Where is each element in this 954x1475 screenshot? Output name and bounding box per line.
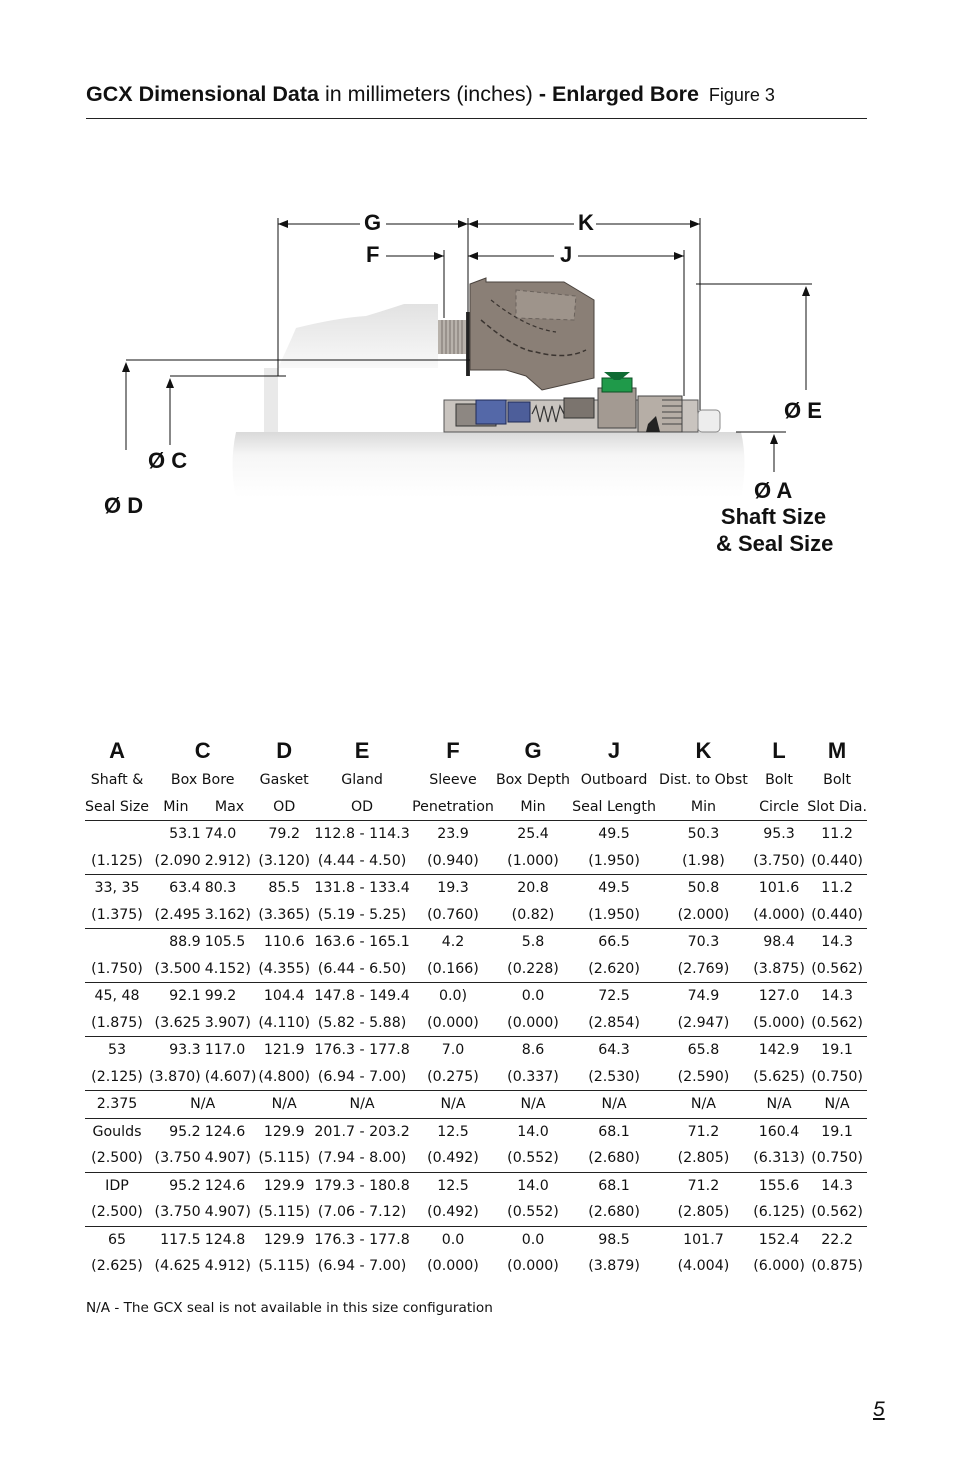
table-cell: 124.6	[204, 1123, 246, 1140]
table-cell: 11.2	[821, 826, 853, 843]
table-cell: Slot Dia.	[807, 794, 867, 821]
table-row	[85, 1253, 867, 1280]
table-cell: (6.94 - 7.00)	[317, 1258, 407, 1275]
table-cell: (0.760)	[412, 902, 494, 929]
table-cell: (0.228)	[494, 956, 572, 983]
table-cell: 19.1	[821, 1123, 853, 1140]
table-cell: 74.0	[204, 826, 237, 843]
table-cell: (2.620)	[572, 956, 656, 983]
table-cell: (0.82)	[494, 902, 572, 929]
title-main: GCX Dimensional Data	[86, 82, 319, 106]
table-cell: (3.875)	[751, 956, 807, 983]
dimension-table	[85, 736, 867, 1280]
table-cell: (0.000)	[427, 1258, 479, 1275]
table-cell: (2.680)	[572, 1145, 656, 1172]
table-cell: 2.912)	[203, 848, 257, 875]
table-cell: 33, 35	[94, 880, 140, 897]
table-cell: Seal Length	[572, 794, 656, 821]
table-row	[85, 902, 867, 929]
table-cell: 99.2	[204, 988, 237, 1005]
table-cell: 98.5	[598, 1231, 630, 1248]
table-cell: F	[446, 738, 460, 763]
table-cell: 4.2	[441, 934, 465, 951]
table-cell: Max	[203, 794, 257, 821]
table-cell: 8.6	[521, 1042, 545, 1059]
table-cell: (1.750)	[85, 956, 149, 983]
table-row	[85, 1037, 867, 1064]
table-cell: K	[695, 738, 712, 763]
table-cell: 117.0	[204, 1042, 246, 1059]
table-cell: 147.8 - 149.4	[314, 988, 410, 1005]
table-cell: (7.06 - 7.12)	[312, 1199, 412, 1226]
table-cell: 4.912)	[204, 1258, 251, 1275]
table-cell: M	[827, 738, 847, 763]
table-cell: 124.8	[204, 1231, 246, 1248]
table-cell: (5.000)	[751, 1010, 807, 1037]
table-cell: (4.004)	[677, 1258, 730, 1275]
title-units: in millimeters (inches)	[318, 82, 539, 106]
table-cell: 53.1	[169, 826, 201, 843]
table-cell: 19.1	[821, 1042, 853, 1059]
table-row	[85, 929, 867, 956]
table-cell: (0.492)	[412, 1199, 494, 1226]
table-cell: Box Depth	[495, 772, 571, 788]
table-cell: (2.500)	[85, 1145, 149, 1172]
title-variant: - Enlarged Bore	[538, 82, 699, 106]
table-cell: Box Bore	[170, 772, 235, 788]
seal-cross-section-diagram	[86, 200, 867, 570]
table-cell: 5.8	[521, 934, 545, 951]
table-cell: (2.805)	[656, 1199, 751, 1226]
table-cell: N/A	[751, 1091, 807, 1119]
table-cell: (0.552)	[494, 1199, 572, 1226]
table-cell: 105.5	[204, 934, 246, 951]
table-cell: (0.552)	[494, 1145, 572, 1172]
table-cell: 2.375	[85, 1091, 149, 1119]
table-cell: 85.5	[268, 880, 300, 897]
table-row	[85, 1064, 867, 1091]
table-row	[85, 1145, 867, 1172]
table-cell: (2.625)	[91, 1258, 143, 1275]
table-cell: (4.000)	[751, 902, 807, 929]
table-cell: Gasket	[259, 772, 309, 788]
table-cell: 49.5	[598, 826, 630, 843]
table-cell: 68.1	[598, 1123, 630, 1140]
table-cell: (3.750	[149, 1199, 203, 1226]
table-cell: (6.125)	[751, 1199, 807, 1226]
table-cell: 70.3	[687, 934, 720, 951]
table-cell: 127.0	[758, 988, 800, 1005]
table-cell: 80.3	[204, 880, 237, 897]
table-cell: 155.6	[758, 1177, 800, 1194]
table-cell: 0.0	[521, 1231, 545, 1248]
table-cell: (0.337)	[494, 1064, 572, 1091]
table-cell: 179.3 - 180.8	[314, 1177, 410, 1194]
shaft	[233, 432, 745, 498]
table-row	[85, 875, 867, 902]
table-cell: (0.562)	[807, 956, 867, 983]
table-cell: 95.2	[169, 1123, 201, 1140]
table-cell: (4.800)	[256, 1064, 312, 1091]
rotary-face	[476, 400, 506, 424]
table-cell: 201.7 - 203.2	[314, 1123, 410, 1140]
table-cell: 0.0	[441, 1231, 465, 1248]
table-cell: (0.275)	[412, 1064, 494, 1091]
table-cell: A	[109, 738, 125, 763]
table-cell: (2.854)	[572, 1010, 656, 1037]
table-cell: (3.750	[149, 1145, 203, 1172]
table-cell: (2.769)	[656, 956, 751, 983]
table-cell: (3.750)	[751, 848, 807, 875]
table-cell: L	[772, 738, 786, 763]
table-cell: 72.5	[598, 988, 630, 1005]
table-row	[85, 821, 867, 848]
table-cell: Penetration	[412, 794, 494, 821]
table-cell: G	[524, 738, 542, 763]
table-cell: 50.8	[687, 880, 720, 897]
table-cell: D	[276, 738, 293, 763]
table-cell: (5.82 - 5.88)	[312, 1010, 412, 1037]
table-cell: 66.5	[598, 934, 630, 951]
table-cell: Gland	[341, 772, 383, 788]
table-cell: N/A	[256, 1091, 312, 1119]
label-g: G	[364, 210, 382, 235]
table-cell: N/A	[149, 1091, 256, 1119]
table-cell: 22.2	[821, 1231, 853, 1248]
table-cell: 4.152)	[203, 956, 257, 983]
table-cell: (0.440)	[807, 848, 867, 875]
table-cell: IDP	[105, 1177, 129, 1194]
table-cell: (2.530)	[572, 1064, 656, 1091]
label-a: Ø A	[754, 478, 793, 503]
table-cell: 4.907)	[203, 1145, 257, 1172]
table-cell: Bolt	[823, 772, 852, 788]
table-cell: (2.090	[149, 848, 203, 875]
table-cell: 3.162)	[203, 902, 257, 929]
table-cell: (2.500)	[85, 1199, 149, 1226]
table-cell: 112.8 - 114.3	[314, 826, 410, 843]
table-cell: 101.6	[758, 880, 800, 897]
table-cell: (5.115)	[256, 1145, 312, 1172]
table-cell: 117.5	[160, 1231, 201, 1248]
table-cell: 11.2	[821, 880, 853, 897]
table-cell	[85, 929, 149, 956]
table-cell: 23.9	[437, 826, 469, 843]
table-cell: 74.9	[687, 988, 720, 1005]
table-cell: (0.750)	[807, 1064, 867, 1091]
table-cell: Min	[149, 794, 203, 821]
table-cell: (1.000)	[494, 848, 572, 875]
label-d: Ø D	[104, 493, 144, 518]
table-cell: (3.500	[149, 956, 203, 983]
table-cell: (5.625)	[751, 1064, 807, 1091]
table-row	[85, 1010, 867, 1037]
stuffing-box	[278, 304, 438, 368]
footnote: N/A - The GCX seal is not available in this size configuration	[86, 1300, 493, 1316]
table-cell: 14.0	[517, 1123, 549, 1140]
table-cell: 14.3	[821, 934, 853, 951]
page-title	[86, 82, 867, 119]
table-cell: N/A	[312, 1091, 412, 1119]
table-cell: (6.313)	[751, 1145, 807, 1172]
table-cell: Bolt	[765, 772, 793, 788]
page-number: 5	[873, 1398, 885, 1421]
table-cell: 95.3	[763, 826, 795, 843]
table-cell: (2.680)	[572, 1199, 656, 1226]
table-cell: 121.9	[263, 1042, 305, 1059]
table-cell: Min	[494, 794, 572, 821]
table-cell: 71.2	[687, 1123, 720, 1140]
label-seal-size: & Seal Size	[716, 531, 834, 556]
table-cell: 131.8 - 133.4	[314, 880, 410, 897]
table-cell: 12.5	[437, 1177, 469, 1194]
table-cell: 152.4	[758, 1231, 800, 1248]
table-cell: E	[354, 738, 370, 763]
table-cell: (4.607)	[203, 1064, 257, 1091]
table-cell: 20.8	[517, 880, 549, 897]
figure-label: Figure 3	[708, 85, 775, 105]
header-row-1	[85, 766, 867, 794]
table-cell: N/A	[807, 1091, 867, 1119]
table-cell: OD	[256, 794, 312, 821]
table-row	[85, 848, 867, 875]
table-row	[85, 1226, 867, 1253]
table-cell: OD	[312, 794, 412, 821]
table-cell: 53	[107, 1042, 127, 1059]
table-cell: (3.120)	[256, 848, 312, 875]
table-cell: 163.6 - 165.1	[314, 934, 410, 951]
table-cell: (6.94 - 7.00)	[312, 1064, 412, 1091]
table-cell: 129.9	[263, 1231, 305, 1248]
table-cell: (5.19 - 5.25)	[312, 902, 412, 929]
label-k: K	[578, 210, 594, 235]
table-cell: (3.870)	[149, 1064, 203, 1091]
table-cell: (0.875)	[811, 1258, 863, 1275]
table-cell: (3.879)	[588, 1258, 640, 1275]
label-e: Ø E	[784, 398, 822, 423]
gasket	[602, 378, 632, 392]
table-cell: 93.3	[169, 1042, 201, 1059]
table-cell: (6.000)	[753, 1258, 805, 1275]
table-cell: 4.907)	[203, 1199, 257, 1226]
table-cell: (1.950)	[572, 902, 656, 929]
table-cell: N/A	[572, 1091, 656, 1119]
table-cell: 19.3	[437, 880, 469, 897]
table-cell: 110.6	[263, 934, 305, 951]
table-cell: (4.44 - 4.50)	[312, 848, 412, 875]
table-cell: 98.4	[763, 934, 795, 951]
table-cell: (0.750)	[807, 1145, 867, 1172]
header-row-2	[85, 794, 867, 821]
table-cell: (4.625	[154, 1258, 201, 1275]
table-cell: Min	[656, 794, 751, 821]
table-cell: (0.000)	[494, 1010, 572, 1037]
label-a-sub	[716, 503, 834, 557]
table-cell: N/A	[412, 1091, 494, 1119]
table-cell: (2.125)	[85, 1064, 149, 1091]
table-cell: (0.000)	[507, 1258, 559, 1275]
table-cell: Circle	[751, 794, 807, 821]
table-cell: 65.8	[687, 1042, 720, 1059]
table-cell: (0.562)	[807, 1010, 867, 1037]
table-cell: 3.907)	[203, 1010, 257, 1037]
table-cell: (1.375)	[85, 902, 149, 929]
table-cell: 14.3	[821, 988, 853, 1005]
table-cell: (2.495	[149, 902, 203, 929]
table-cell: 101.7	[683, 1231, 724, 1248]
table-row	[85, 956, 867, 983]
table-row	[85, 1091, 867, 1119]
table-cell: 129.9	[263, 1177, 305, 1194]
table-cell: (2.947)	[656, 1010, 751, 1037]
table-cell: 12.5	[437, 1123, 469, 1140]
table-cell: 88.9	[169, 934, 201, 951]
table-cell: (1.98)	[656, 848, 751, 875]
table-cell: N/A	[494, 1091, 572, 1119]
table-cell: C	[194, 738, 211, 763]
table-cell: (0.940)	[412, 848, 494, 875]
label-j: J	[560, 242, 573, 267]
table-cell: 50.3	[687, 826, 720, 843]
table-cell: J	[607, 738, 621, 763]
table-cell: 176.3 - 177.8	[314, 1231, 410, 1248]
table-cell: (7.94 - 8.00)	[312, 1145, 412, 1172]
table-body	[85, 736, 867, 1280]
table-cell: 129.9	[263, 1123, 305, 1140]
table-cell: 65	[107, 1231, 127, 1248]
table-cell: (3.365)	[256, 902, 312, 929]
table-cell: (1.875)	[85, 1010, 149, 1037]
label-c: Ø C	[148, 448, 188, 473]
table-cell: 142.9	[758, 1042, 800, 1059]
table-cell: 71.2	[687, 1177, 720, 1194]
table-cell: Dist. to Obst	[659, 772, 748, 788]
table-cell: (0.440)	[807, 902, 867, 929]
table-cell: N/A	[656, 1091, 751, 1119]
table-cell: 63.4	[169, 880, 201, 897]
table-cell: 176.3 - 177.8	[314, 1042, 410, 1059]
table-cell: (5.115)	[256, 1199, 312, 1226]
table-cell: 124.6	[204, 1177, 246, 1194]
table-row	[85, 1199, 867, 1226]
table-cell: (0.166)	[412, 956, 494, 983]
table-cell: (5.115)	[258, 1258, 311, 1275]
table-cell: Shaft &	[90, 772, 144, 788]
table-cell: (2.805)	[656, 1145, 751, 1172]
table-cell: 95.2	[169, 1177, 201, 1194]
table-row	[85, 983, 867, 1010]
table-cell: 25.4	[517, 826, 549, 843]
header-letters	[85, 736, 867, 766]
table-row	[85, 1172, 867, 1199]
table-cell: (0.492)	[412, 1145, 494, 1172]
table-cell: (1.950)	[572, 848, 656, 875]
table-cell: Outboard	[580, 772, 648, 788]
label-f: F	[366, 242, 380, 267]
table-cell: 79.2	[268, 826, 300, 843]
table-cell: (1.125)	[85, 848, 149, 875]
table-cell: Goulds	[92, 1123, 142, 1140]
table-cell: (0.562)	[807, 1199, 867, 1226]
table-cell: 45, 48	[94, 988, 140, 1005]
table-cell: 7.0	[441, 1042, 465, 1059]
table-cell: 68.1	[598, 1177, 630, 1194]
table-cell: 104.4	[263, 988, 305, 1005]
table-cell: 160.4	[758, 1123, 800, 1140]
table-cell: 14.0	[517, 1177, 549, 1194]
table-cell: (4.110)	[256, 1010, 312, 1037]
table-cell: (3.625	[149, 1010, 203, 1037]
table-cell: 64.3	[598, 1042, 630, 1059]
table-cell: 14.3	[821, 1177, 853, 1194]
table-cell: (2.590)	[656, 1064, 751, 1091]
table-cell	[85, 821, 149, 848]
table-cell: 49.5	[598, 880, 630, 897]
box-lip	[264, 368, 278, 432]
table-cell: (4.355)	[256, 956, 312, 983]
table-cell: 0.0	[521, 988, 545, 1005]
table-cell: (6.44 - 6.50)	[312, 956, 412, 983]
label-shaft-size: Shaft Size	[720, 504, 827, 529]
table-cell: 92.1	[169, 988, 201, 1005]
table-cell: Sleeve	[429, 772, 477, 788]
table-cell: Seal Size	[85, 794, 149, 821]
table-cell: (0.000)	[412, 1010, 494, 1037]
table-cell: (2.000)	[656, 902, 751, 929]
table-row	[85, 1118, 867, 1145]
table-cell: 0.0)	[438, 988, 468, 1005]
